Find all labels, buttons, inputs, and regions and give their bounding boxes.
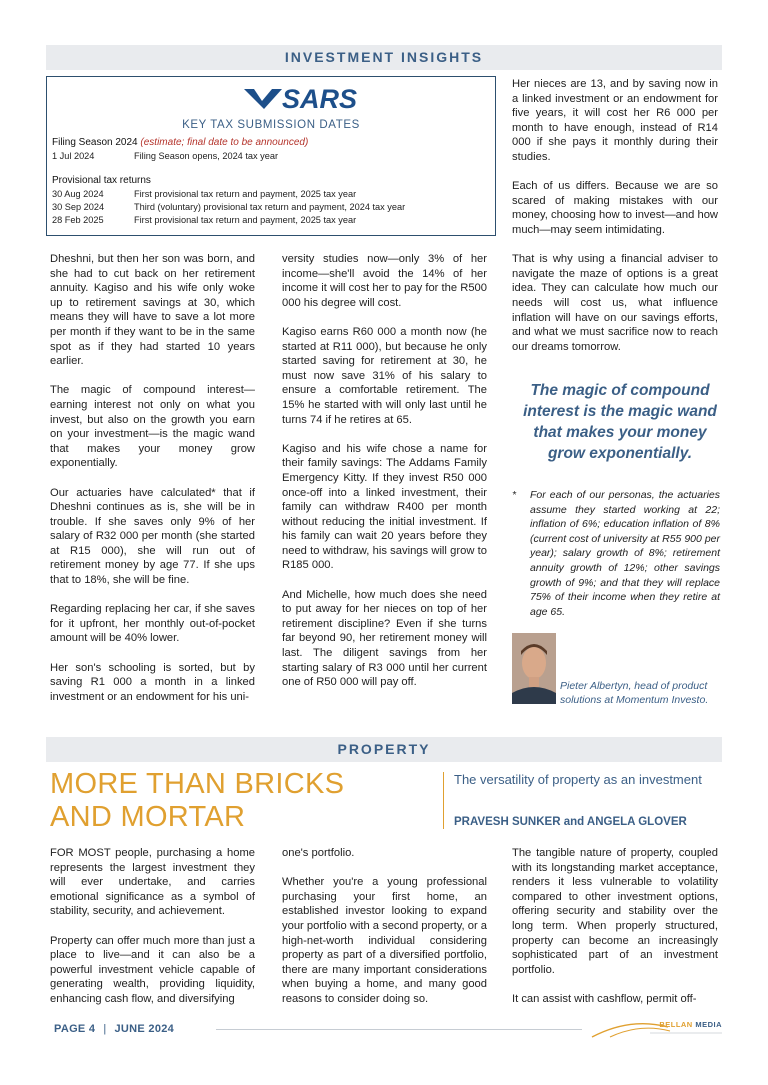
photo-caption: Pieter Albertyn, head of product solutions at Momentum Investo. [560,680,709,706]
property-column-3 [512,846,718,1021]
property-subheading: The versatility of property as an investment [454,772,702,787]
paragraph: Kagiso earns R60 000 a month now (he started at R11 000), but because he only started saving for retirement at 30, he must now save 31% of his salary to ensure a comfortable retirement. The 15% he started with will only last until he turns 74 if he retires at 65. [282,325,487,426]
provisional-heading: Provisional tax returns [52,175,151,186]
paragraph: Regarding replacing her car, if she saves for it upfront, her monthly out-of-pocket amount will be 40% lower. [50,603,255,645]
headline-line-2: AND MORTAR [50,801,246,833]
tax-row-date: 28 Feb 2025 [52,215,104,225]
property-column-1 [50,846,255,1021]
footer-rule [216,1029,582,1030]
headline-line-1: MORE THAN BRICKS [50,768,345,800]
sars-logo-text: SARS [282,84,358,113]
tax-row-date: 1 Jul 2024 [52,151,95,161]
footnote [512,488,720,619]
section-band-property: PROPERTY [46,737,722,762]
logo-text [659,1020,722,1029]
property-column-2 [282,846,487,1021]
sars-logo [242,83,382,113]
portrait-illustration [512,633,556,704]
footer-separator: | [103,1023,107,1035]
filing-season-note: (estimate; final date to be announced) [140,137,309,148]
footnote-text: For each of our personas, the actuaries assume they started working at 22; inflation of 6%; education inflation of 8% (current cost of university at R55 900 per year); salary growth of 8%; retirement annuity growth of 12%; other savings growth of 9%; and that they will replace 75% of their income when they retire at age 65. [530,489,720,618]
paragraph: And Michelle, how much does she need to put away for her nieces on top of her retirement discipline? Even if she turns far beyond 90, her retirement money will last. The diligent savings from her starting salary of R3 000 until her current one of R50 000 will pay off. [282,588,487,689]
tax-row-desc: First provisional tax return and payment, 2025 tax year [134,215,357,225]
logo-text-main: BELLAN [659,1020,693,1029]
paragraph: Her nieces are 13, and by saving now in a linked investment or an endowment for five years, it will cost her R6 000 per month to have enough, instead of R14 000 if she pays it monthly during their studies. [512,78,718,163]
tax-row-desc: Filing Season opens, 2024 tax year [134,151,279,161]
paragraph: Dheshni, but then her son was born, and she had to cut back on her retirement annuity. Kagiso and his wife only woke up to retirement savings at 30, which means they will have to save a lot more per month if they want to be in the same spot as if they had started 10 years earlier. [50,253,255,368]
paragraph: one's portfolio. [282,847,355,859]
paragraph: Kagiso and his wife chose a name for their family savings: The Addams Family Emergency Kitty. If they invest R50 000 once-off into a linked investment, their family can withdraw R400 per month without reducing the initial investment. If his family can wait 20 years before they need to withdraw, his savings will grow to R185 000. [282,442,487,572]
paragraph: versity studies now—only 3% of her income—she'll avoid the 14% of her income it will cost her to pay for the R500 000 his degree will cost. [282,253,487,309]
paragraph: Our actuaries have calculated* that if Dheshni continues as is, she will be in trouble. If she saves only 9% of her salary of R32 000 per month (she started at R15 000), she will run out of retirement money by age 77. If she ups that to 18%, she will be fine. [50,486,255,587]
paragraph: Each of us differs. Because we are so scared of making mistakes with our money, choosing how to invest—and how much—may seem intimidating. [512,180,718,236]
paragraph: It can assist with cashflow, permit off- [512,992,697,1005]
tax-row-desc: Third (voluntary) provisional tax return and payment, 2024 tax year [134,202,406,212]
tax-dates-box [46,76,496,236]
author-byline: PRAVESH SUNKER and ANGELA GLOVER [454,816,687,828]
tax-row [52,189,356,199]
paragraph: Whether you're a young professional purchasing your first home, an established investor looking to expand your portfolio with a second property, or a high-net-worth individual considering property as part of a diversified portfolio, there are many important considerations when buying a home, and many good reasons to consider doing so. [282,876,488,1005]
tax-row-desc: First provisional tax return and payment, 2025 tax year [134,189,357,199]
pull-quote: The magic of compound interest is the magic wand that makes your money grow exponentially. [523,382,717,462]
page-footer [54,1023,174,1035]
issue-date: JUNE 2024 [114,1023,175,1035]
bellan-media-logo [590,1013,724,1039]
tax-row [52,151,278,161]
tax-box-title: KEY TAX SUBMISSION DATES [182,119,360,131]
paragraph: The tangible nature of property, coupled with its longstanding market acceptance, renders it less vulnerable to volatility compared to other investment options, offering security and stability over the long term. When properly structured, property can become an increasingly sophisticated part of an investment portfolio. [512,847,718,976]
paragraph: That is why using a financial adviser to navigate the maze of options is a great idea. They can calculate how much our needs will cost us, what influence inflation will have on our savings efforts, and what we must sacrifice now to reach our dreams tomorrow. [512,253,718,353]
article-column-1 [50,252,255,719]
filing-season-heading [52,137,308,148]
footnote-marker: * [512,489,517,501]
filing-season-label: Filing Season 2024 [52,137,138,148]
paragraph: The magic of compound interest—earning interest not only on what you invest, but also on the growth you earn on your investment—is the magic wand that makes your money grow exponentially. [50,384,255,470]
author-portrait-photo [512,633,556,704]
tax-row [52,215,356,225]
paragraph: Her son's schooling is sorted, but by saving R1 000 a month in a linked investment or an endowment for his uni- [50,661,255,703]
page-number: PAGE 4 [54,1023,96,1035]
logo-text-sub: MEDIA [695,1020,722,1029]
article-column-3 [512,77,718,369]
headline-divider [443,772,444,829]
paragraph: Property can offer much more than just a place to live—and it can also be a powerful investment vehicle capable of generating wealth, providing liquidity, enhancing cash flow, and diversifying [50,934,255,1005]
article-column-2 [282,252,487,704]
tax-row-date: 30 Aug 2024 [52,189,104,199]
tax-row [52,202,405,212]
paragraph: FOR MOST people, purchasing a home represents the largest investment they will ever undertake, and carries emotional significance as a symbol of stability, security, and achievement. [50,847,255,918]
section-band-investment-insights: INVESTMENT INSIGHTS [46,45,722,70]
property-headline [50,768,344,834]
tax-row-date: 30 Sep 2024 [52,202,105,212]
